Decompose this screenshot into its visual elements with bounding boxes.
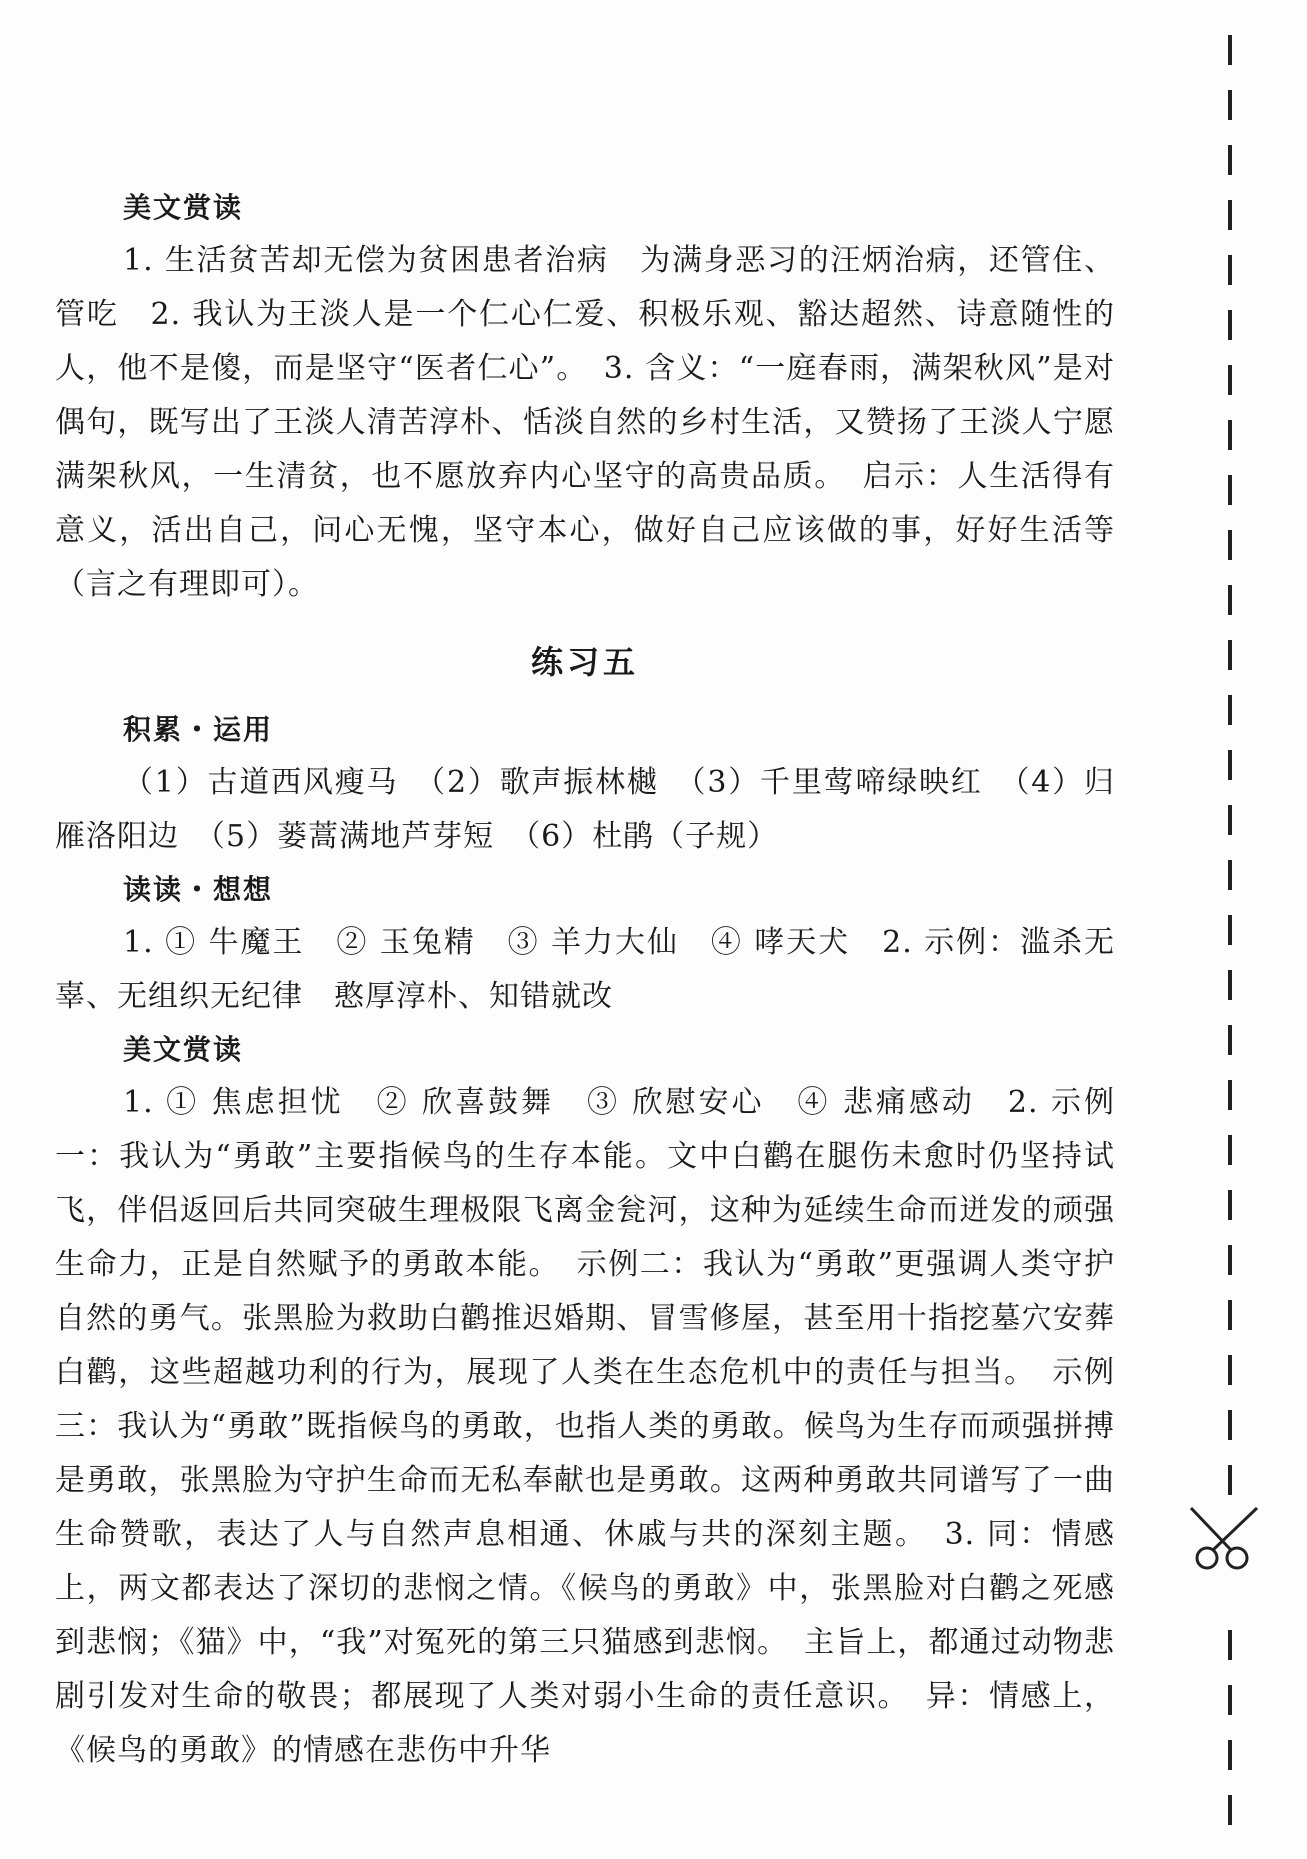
cut-line-dash	[1228, 200, 1232, 230]
cut-line-dash	[1228, 1740, 1232, 1770]
cut-line-dash	[1228, 1190, 1232, 1220]
cut-line-dash	[1228, 860, 1232, 890]
cut-line-dash	[1228, 145, 1232, 175]
heading-dudu-xiangxiang: 读读・想想	[123, 873, 274, 906]
cut-line-dash	[1228, 1135, 1232, 1165]
cut-line-dash	[1228, 365, 1232, 395]
cut-line-dash	[1228, 1355, 1232, 1385]
cut-line-dash	[1228, 35, 1232, 65]
cut-line-dash	[1228, 695, 1232, 725]
cut-line-dash	[1228, 475, 1232, 505]
cut-line-dash	[1228, 1685, 1232, 1715]
cut-line-dash	[1228, 915, 1232, 945]
cut-line-dash	[1228, 640, 1232, 670]
cut-line-dash	[1228, 420, 1232, 450]
cut-line-dash	[1228, 970, 1232, 1000]
cut-line-dash	[1228, 1795, 1232, 1825]
answer-content	[55, 188, 1115, 1778]
heading-meiwen-2: 美文赏读	[123, 1033, 244, 1066]
answer-paragraph-4: 1. ① 焦虑担忧 ② 欣喜鼓舞 ③ 欣慰安心 ④ 悲痛感动 2. 示例一：我认为“勇敢”主要指候鸟的生存本能。文中白鹳在腿伤未愈时仍坚持试飞，伴侣返回后共同突破生理极限飞离金瓮河，这种为延续生命而迸发的顽强生命力，正是自然赋予的勇敢本能。 示例二：我认为“勇敢”更强调人类守护自然的勇气。张黑脸为救助白鹳推迟婚期、冒雪修屋，甚至用十指挖墓穴安葬白鹳，这些超越功利的行为，展现了人类在生态危机中的责任与担当。 示例三：我认为“勇敢”既指候鸟的勇敢，也指人类的勇敢。候鸟为生存而顽强拼搏是勇敢，张黑脸为守护生命而无私奉献也是勇敢。这两种勇敢共同谱写了一曲生命赞歌，表达了人与自然声息相通、休戚与共的深刻主题。 3. 同：情感上，两文都表达了深切的悲悯之情。《候鸟的勇敢》中，张黑脸对白鹳之死感到悲悯；《猫》中，“我”对冤死的第三只猫感到悲悯。 主旨上，都通过动物悲剧引发对生命的敬畏；都展现了人类对弱小生命的责任意识。 异：情感上，《候鸟的勇敢》的情感在悲伤中升华	[55, 1085, 1115, 1768]
cut-line-dash	[1228, 1245, 1232, 1275]
heading-meiwen-1: 美文赏读	[123, 191, 244, 224]
cut-line-dash	[1228, 1025, 1232, 1055]
cut-line-dash	[1228, 1630, 1232, 1660]
exercise-title: 练习五	[530, 643, 639, 681]
answer-paragraph-1: 1. 生活贫苦却无偿为贫困患者治病 为满身恶习的汪炳治病，还管住、管吃 2. 我认为王淡人是一个仁心仁爱、积极乐观、豁达超然、诗意随性的人，他不是傻，而是坚守“医者仁心”。 3. 含义：“一庭春雨，满架秋风”是对偶句，既写出了王淡人清苦淳朴、恬淡自然的乡村生活，又赞扬了王淡人宁愿满架秋风，一生清贫，也不愿放弃内心坚守的高贵品质。 启示：人生活得有意义，活出自己，问心无愧，坚守本心，做好自己应该做的事，好好生活等（言之有理即可）。	[55, 243, 1115, 602]
cut-line-dash	[1228, 805, 1232, 835]
cut-line-dash	[1228, 1465, 1232, 1495]
answer-paragraph-2: （1）古道西风瘦马 （2）歌声振林樾 （3）千里莺啼绿映红 （4）归雁洛阳边 （5）蒌蒿满地芦芽短 （6）杜鹃（子规）	[55, 765, 1115, 854]
cut-line-dash	[1228, 1300, 1232, 1330]
cut-line-dash	[1228, 310, 1232, 340]
answer-paragraph-3: 1. ① 牛魔王 ② 玉兔精 ③ 羊力大仙 ④ 哮天犬 2. 示例：滥杀无辜、无组织无纪律 憨厚淳朴、知错就改	[55, 925, 1115, 1014]
cut-line-dash	[1228, 1080, 1232, 1110]
cut-line-dash	[1228, 1410, 1232, 1440]
cut-line-dash	[1228, 530, 1232, 560]
cut-line-dash	[1228, 750, 1232, 780]
scissors-icon	[1185, 1500, 1275, 1580]
heading-jilei-yunyong: 积累・运用	[123, 713, 274, 746]
cut-line-dash	[1228, 90, 1232, 120]
cut-line-dash	[1228, 585, 1232, 615]
cut-line-dash	[1228, 255, 1232, 285]
